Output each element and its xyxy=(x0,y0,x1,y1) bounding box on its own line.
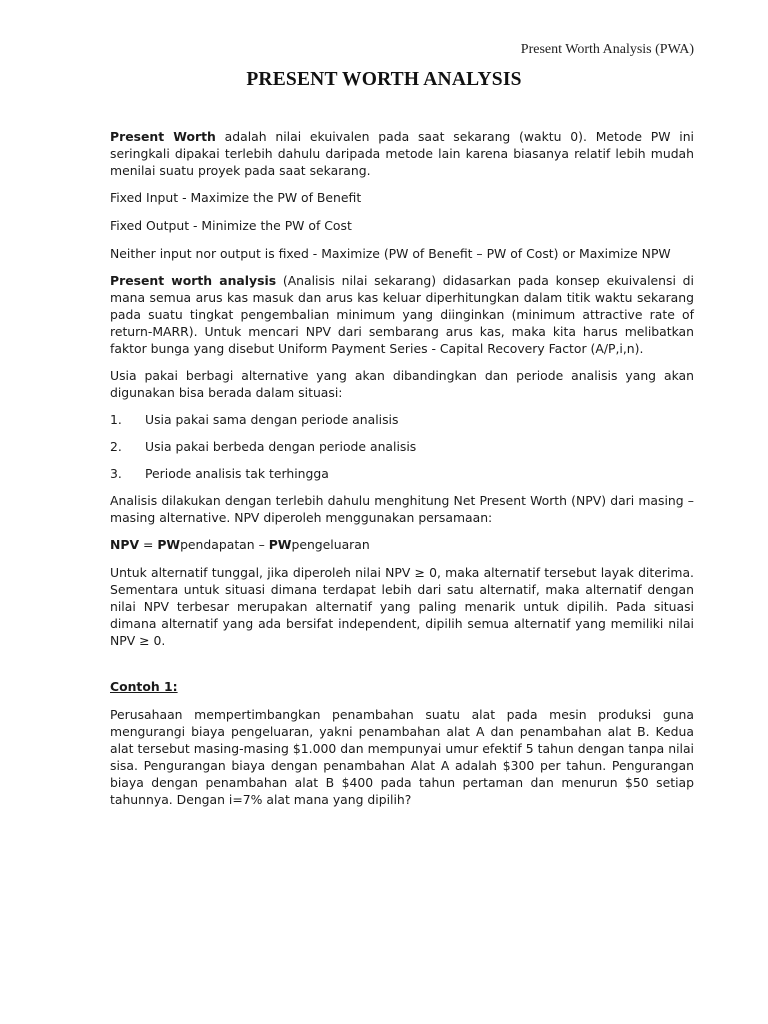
npv-formula xyxy=(110,536,694,553)
intro-text: adalah nilai ekuivalen pada saat sekarang (waktu 0). Metode PW ini seringkali dipakai terlebih dahulu daripada metode lain karena biasanya relatif lebih mudah menilai suatu proyek pada saat sekarang. xyxy=(110,129,694,178)
formula-sub-1: pendapatan xyxy=(180,537,255,552)
document-body xyxy=(110,128,694,818)
situation-list xyxy=(110,411,694,482)
pwa-term: Present worth analysis xyxy=(110,273,277,288)
usia-paragraph: Usia pakai berbagi alternative yang akan dibandingkan dan periode analisis yang akan digunakan bisa berada dalam situasi: xyxy=(110,368,694,400)
pwa-paragraph xyxy=(110,272,694,357)
list-number: 2. xyxy=(110,439,122,454)
list-item xyxy=(110,465,694,482)
decision-paragraph: Untuk alternatif tunggal, jika diperoleh nilai NPV ≥ 0, maka alternatif tersebut layak diterima. Sementara untuk situasi dimana terdapat lebih dari satu alternatif, maka alternatif dengan nilai NPV terbesar merupakan alternatif yang paling menarik untuk dipilih. Pada situasi dimana alternatif yang ada bersifat independent, dipilih semua alternatif yang memiliki nilai NPV ≥ 0. xyxy=(110,565,694,648)
page-title: PRESENT WORTH ANALYSIS xyxy=(246,69,522,90)
list-text: Usia pakai sama dengan periode analisis xyxy=(145,412,399,427)
fixed-input-line: Fixed Input - Maximize the PW of Benefit xyxy=(110,190,362,205)
example-paragraph: Perusahaan mempertimbangkan penambahan suatu alat pada mesin produksi guna mengurangi biaya pengeluaran, yakni penambahan alat A dan penambahan alat B. Kedua alat tersebut masing-masing $1.000 dan mempunyai umur efektif 5 tahun dengan tanpa nilai sisa. Pengurangan biaya dengan penambahan Alat A adalah $300 per tahun. Pengurangan biaya dengan penambahan alat B $400 pada tahun pertaman dan menurun $50 setiap tahunnya. Dengan i=7% alat mana yang dipilih? xyxy=(110,707,694,807)
formula-eq: = xyxy=(139,537,158,552)
list-number: 3. xyxy=(110,466,122,481)
formula-pw-2: PW xyxy=(268,537,292,552)
formula-lhs: NPV xyxy=(110,537,140,552)
pwa-text: (Analisis nilai sekarang) didasarkan pada konsep ekuivalensi di mana semua arus kas masuk dan arus kas keluar diperhitungkan dalam titik waktu sekarang pada suatu tingkat pengembalian minimum yang diinginkan (minimum attractive rate of return-MARR). Untuk mencari NPV dari sembarang arus kas, maka kita harus melibatkan faktor bunga yang disebut Uniform Payment Series - Capital Recovery Factor (A/P,i,n). xyxy=(110,273,694,356)
formula-sub-2: pengeluaran xyxy=(291,537,370,552)
list-number: 1. xyxy=(110,412,122,427)
formula-minus: – xyxy=(254,537,269,552)
list-text: Periode analisis tak terhingga xyxy=(145,466,329,481)
section-spacer xyxy=(110,659,694,678)
intro-paragraph xyxy=(110,128,694,179)
list-text: Usia pakai berbeda dengan periode analisis xyxy=(145,439,417,454)
running-header: Present Worth Analysis (PWA) xyxy=(520,42,694,57)
intro-term: Present Worth xyxy=(110,129,216,144)
analysis-paragraph: Analisis dilakukan dengan terlebih dahulu menghitung Net Present Worth (NPV) dari masing – masing alternative. NPV diperoleh menggunakan persamaan: xyxy=(110,493,694,525)
list-item xyxy=(110,411,694,428)
fixed-output-line: Fixed Output - Minimize the PW of Cost xyxy=(110,218,352,233)
example-heading: Contoh 1: xyxy=(110,679,178,694)
neither-fixed-line: Neither input nor output is fixed - Maximize (PW of Benefit – PW of Cost) or Maximize NPW xyxy=(110,246,671,261)
formula-pw-1: PW xyxy=(157,537,181,552)
list-item xyxy=(110,438,694,455)
